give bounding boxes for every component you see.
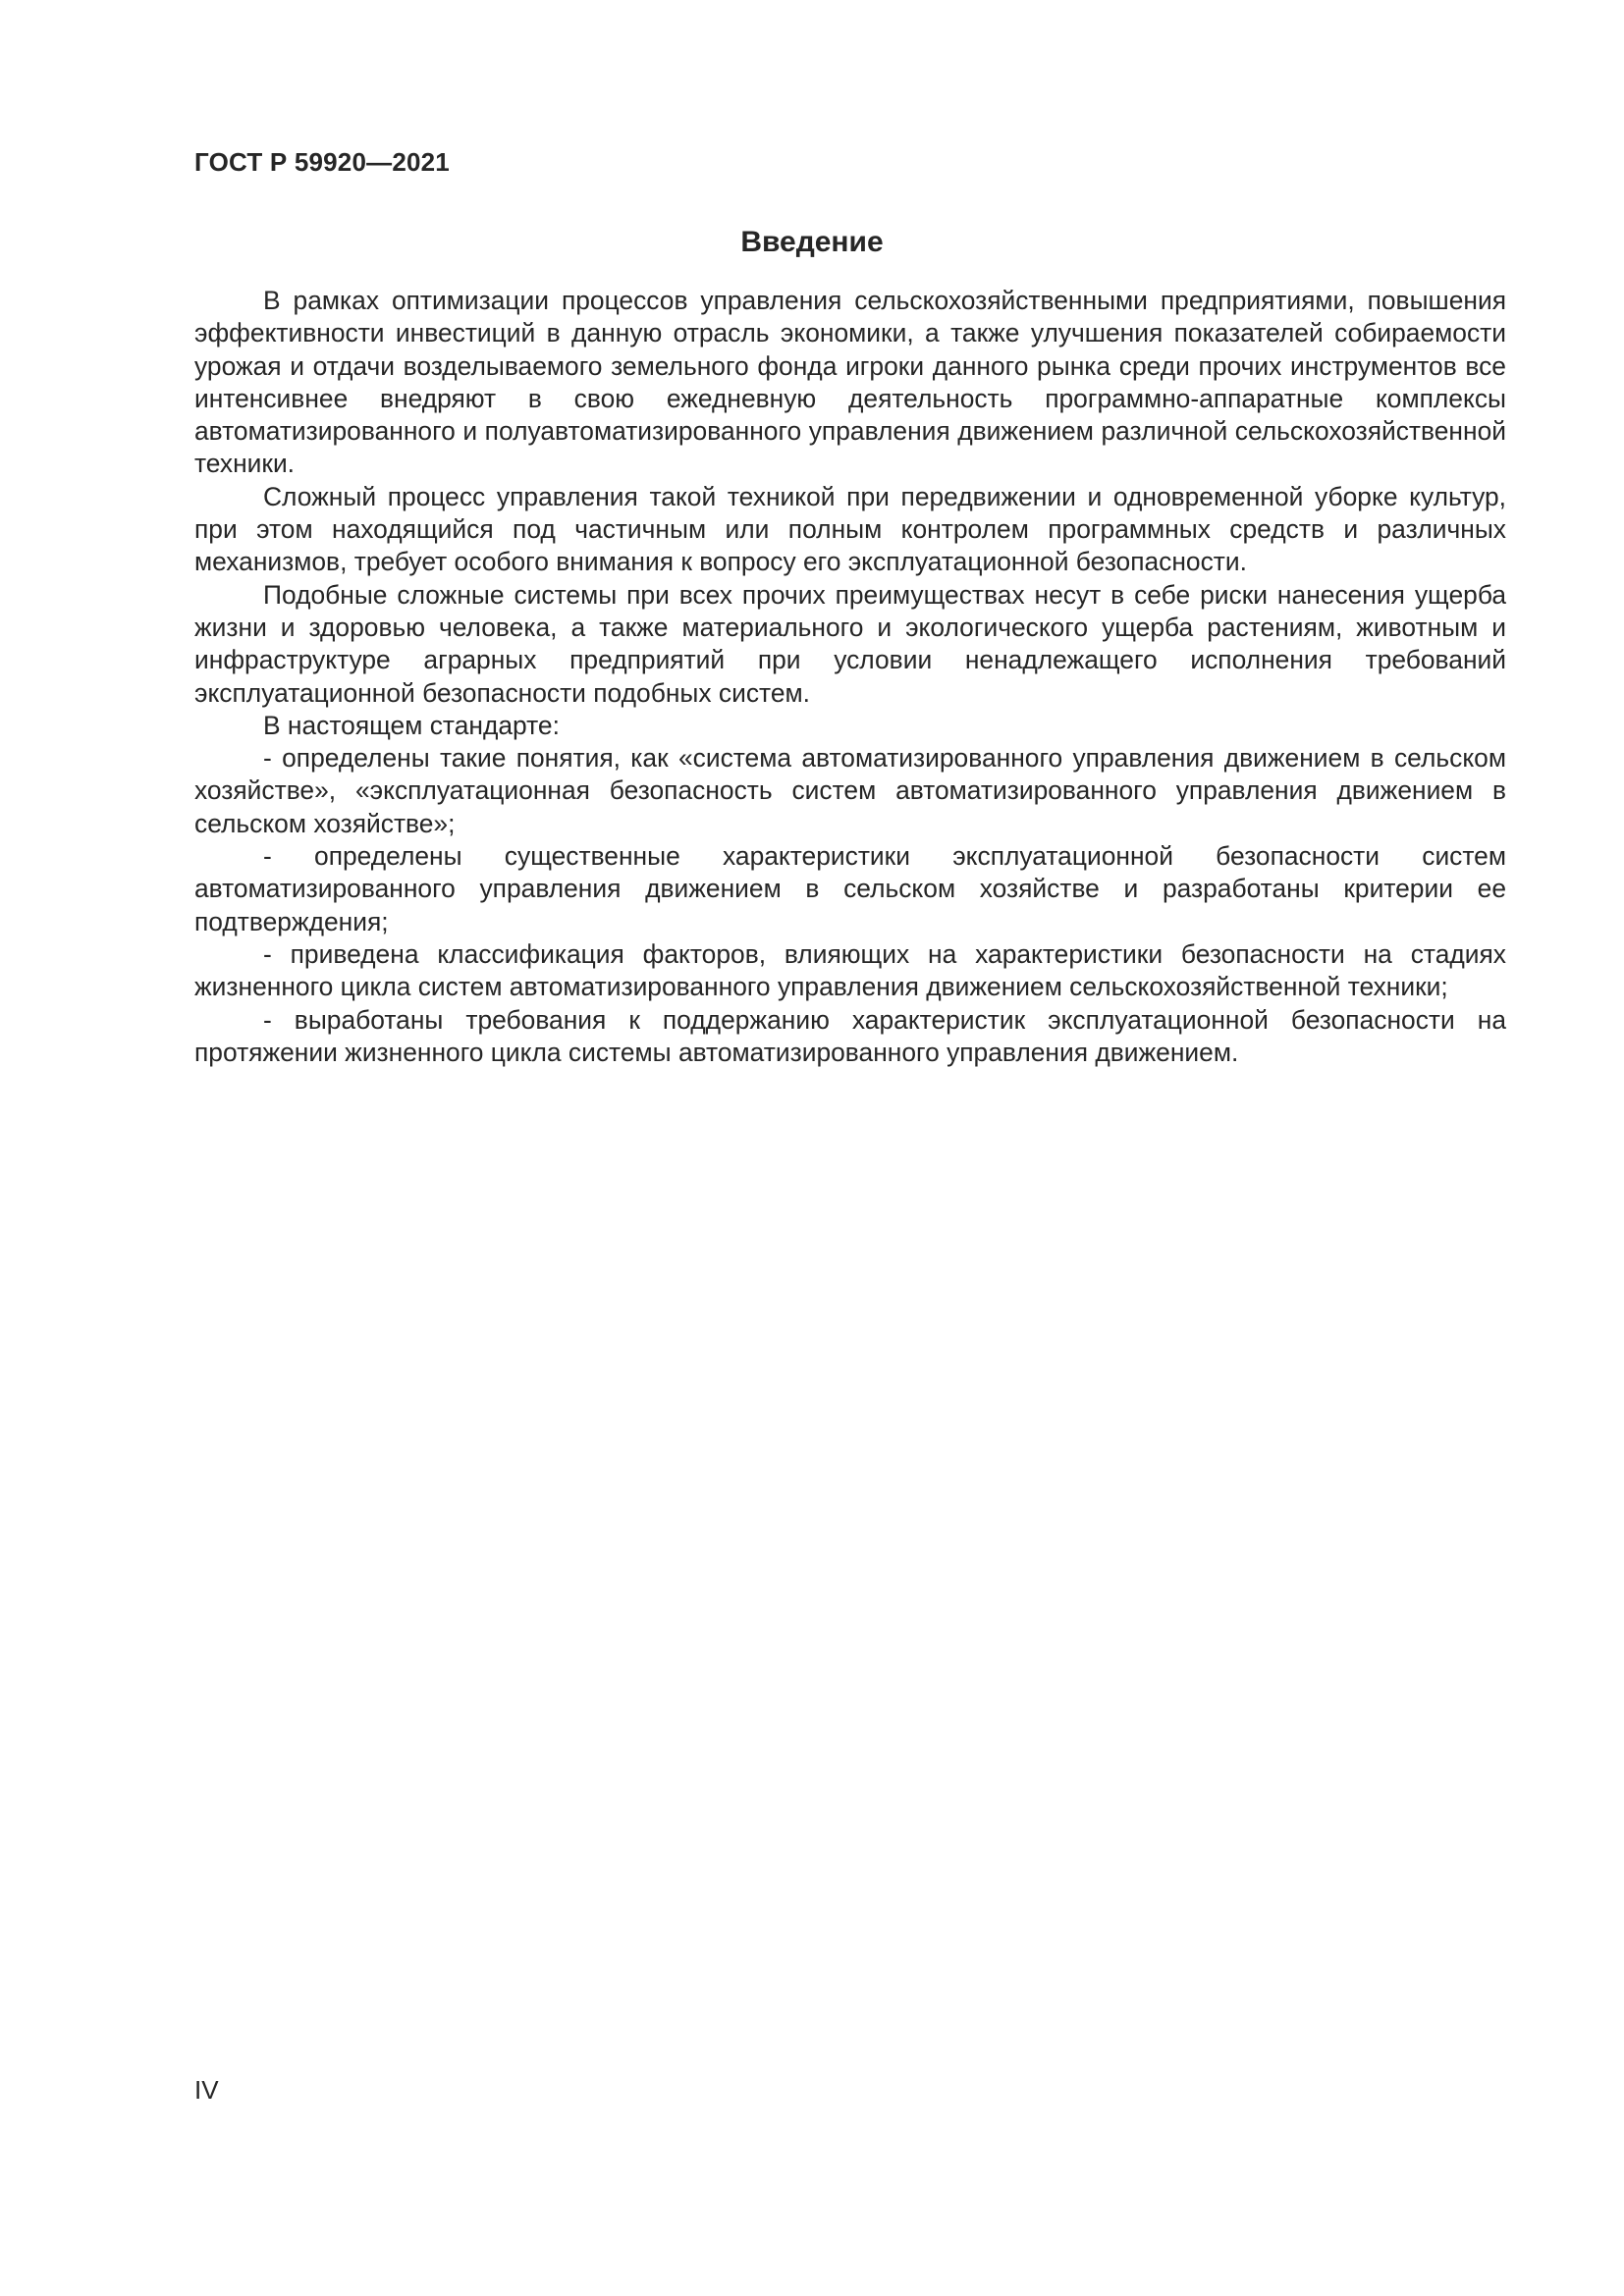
paragraph: В настоящем стандарте: — [263, 710, 560, 740]
list-item: - определены существенные характеристики эксплуатационной безопасности систем автоматизированного управления движением в сельском хозяйстве и разработаны критерии ее подтверждения; — [194, 841, 1506, 936]
page-number: IV — [194, 2075, 219, 2105]
list-item: - определены такие понятия, как «система автоматизированного управления движением в сельском хозяйстве», «эксплуатационная безопасность систем автоматизированного управления движением в сельском хозяйстве»; — [194, 743, 1506, 838]
paragraph: В рамках оптимизации процессов управления сельскохозяйственными предприятиями, повышения эффективности инвестиций в данную отрасль экономики, а также улучшения показателей собираемости урожая и отдачи возделываемого земельного фонда игроки данного рынка среди прочих инструментов все интенсивнее внедряют в свою ежедневную деятельность программно-аппаратные комплексы автоматизированного и полуавтоматизированного управления движением различной сельскохозяйственной техники. — [194, 286, 1506, 479]
paragraph: Сложный процесс управления такой техникой при передвижении и одновременной уборке культур, при этом находящийся под частичным или полным контролем программных средств и различных механизмов, требует особого внимания к вопросу его эксплуатационной безопасности. — [194, 481, 1506, 577]
list-item: - приведена классификация факторов, влияющих на характеристики безопасности на стадиях жизненного цикла систем автоматизированного управления движением сельскохозяйственной техники; — [194, 938, 1506, 1002]
standard-code-header: ГОСТ Р 59920—2021 — [194, 147, 450, 177]
introduction-body — [194, 285, 1506, 1069]
list-item: - выработаны требования к поддержанию характеристик эксплуатационной безопасности на протяжении жизненного цикла системы автоматизированного управления движением. — [194, 1004, 1506, 1067]
section-title: Введение — [740, 226, 884, 258]
paragraph: Подобные сложные системы при всех прочих преимуществах несут в себе риски нанесения ущерба жизни и здоровью человека, а также материального и экологического ущерба растениям, животным и инфраструктуре аграрных предприятий при условии ненадлежащего исполнения требований эксплуатационной безопасности подобных систем. — [194, 579, 1506, 708]
